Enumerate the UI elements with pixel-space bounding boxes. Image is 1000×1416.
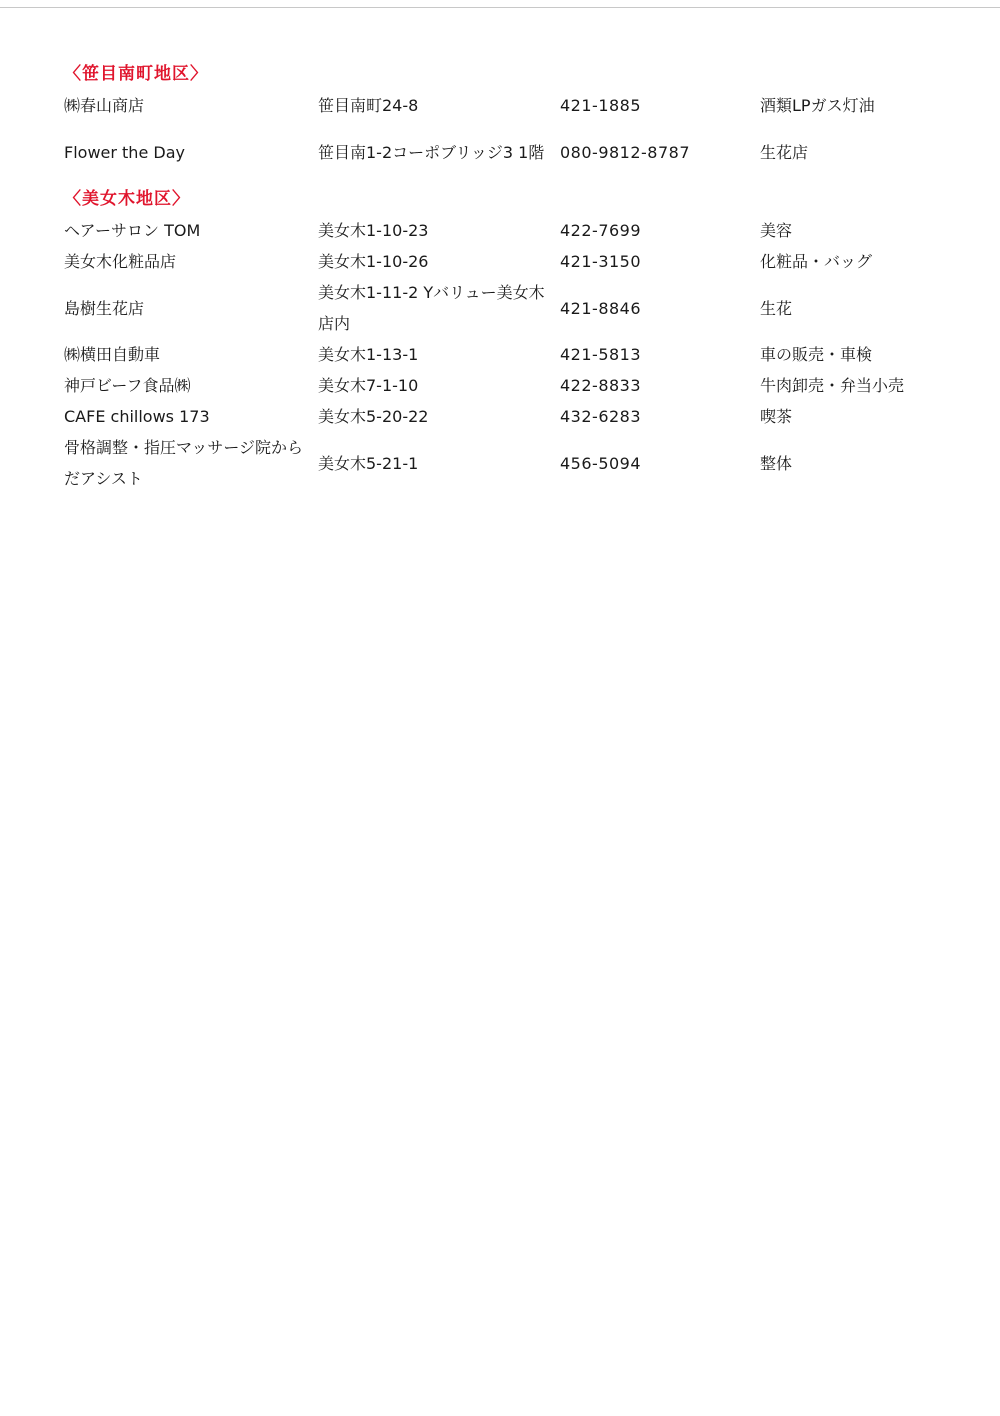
shop-category: 生花店 (760, 142, 809, 162)
shop-name: 美女木化粧品店 (64, 252, 177, 271)
shop-phone: 421-5813 (560, 345, 642, 364)
shop-address: 美女木5-21-1 (318, 453, 419, 473)
table-row (64, 401, 944, 432)
table-row (64, 339, 944, 370)
shop-address: 美女木7-1-10 (318, 376, 419, 395)
shop-category: 喫茶 (760, 407, 793, 426)
section-heading-bijogi: 〈美女木地区〉 (64, 189, 190, 209)
shop-name: 島樹生花店 (64, 298, 145, 318)
table-row (64, 432, 944, 494)
shop-address: 美女木1-11-2 Yバリュー美女木店内 (318, 283, 545, 333)
shop-name: Flower the Day (64, 142, 185, 162)
shop-address: 美女木5-20-22 (318, 407, 429, 426)
shop-phone: 080-9812-8787 (560, 142, 691, 162)
table-row (64, 246, 944, 277)
shop-phone: 456-5094 (560, 453, 642, 473)
shop-address: 美女木1-13-1 (318, 345, 419, 364)
shop-address: 美女木1-10-23 (318, 221, 429, 240)
shop-name: ヘアーサロン TOM (64, 221, 201, 240)
shop-category: 整体 (760, 453, 793, 473)
shop-category: 牛肉卸売・弁当小売 (760, 376, 905, 395)
shop-name: ㈱横田自動車 (64, 345, 161, 364)
shop-name: ㈱春山商店 (64, 96, 145, 115)
shop-category: 酒類LPガス灯油 (760, 96, 875, 115)
shop-address: 笹目南1-2コーポブリッジ3 1階 (318, 142, 545, 162)
shop-name: CAFE chillows 173 (64, 407, 210, 426)
table-row (64, 215, 944, 246)
shop-category: 化粧品・バッグ (760, 252, 873, 271)
table-row (64, 121, 944, 183)
shop-category: 生花 (760, 298, 793, 318)
shop-address: 美女木1-10-26 (318, 252, 429, 271)
table-row (64, 370, 944, 401)
shop-phone: 421-8846 (560, 298, 642, 318)
shop-name: 骨格調整・指圧マッサージ院からだアシスト (64, 438, 304, 488)
section-heading-sasame: 〈笹目南町地区〉 (64, 64, 208, 84)
shop-category: 美容 (760, 221, 793, 240)
shop-phone: 421-3150 (560, 252, 642, 271)
shop-name: 神戸ビーフ食品㈱ (64, 376, 191, 395)
top-rule (0, 7, 1000, 8)
directory-sheet (64, 58, 944, 494)
shop-phone: 421-1885 (560, 96, 642, 115)
table-row (64, 90, 944, 121)
table-row (64, 277, 944, 339)
shop-category: 車の販売・車検 (760, 345, 873, 364)
shop-phone: 422-7699 (560, 221, 642, 240)
shop-address: 笹目南町24-8 (318, 96, 419, 115)
shop-phone: 432-6283 (560, 407, 642, 426)
shop-phone: 422-8833 (560, 376, 642, 395)
